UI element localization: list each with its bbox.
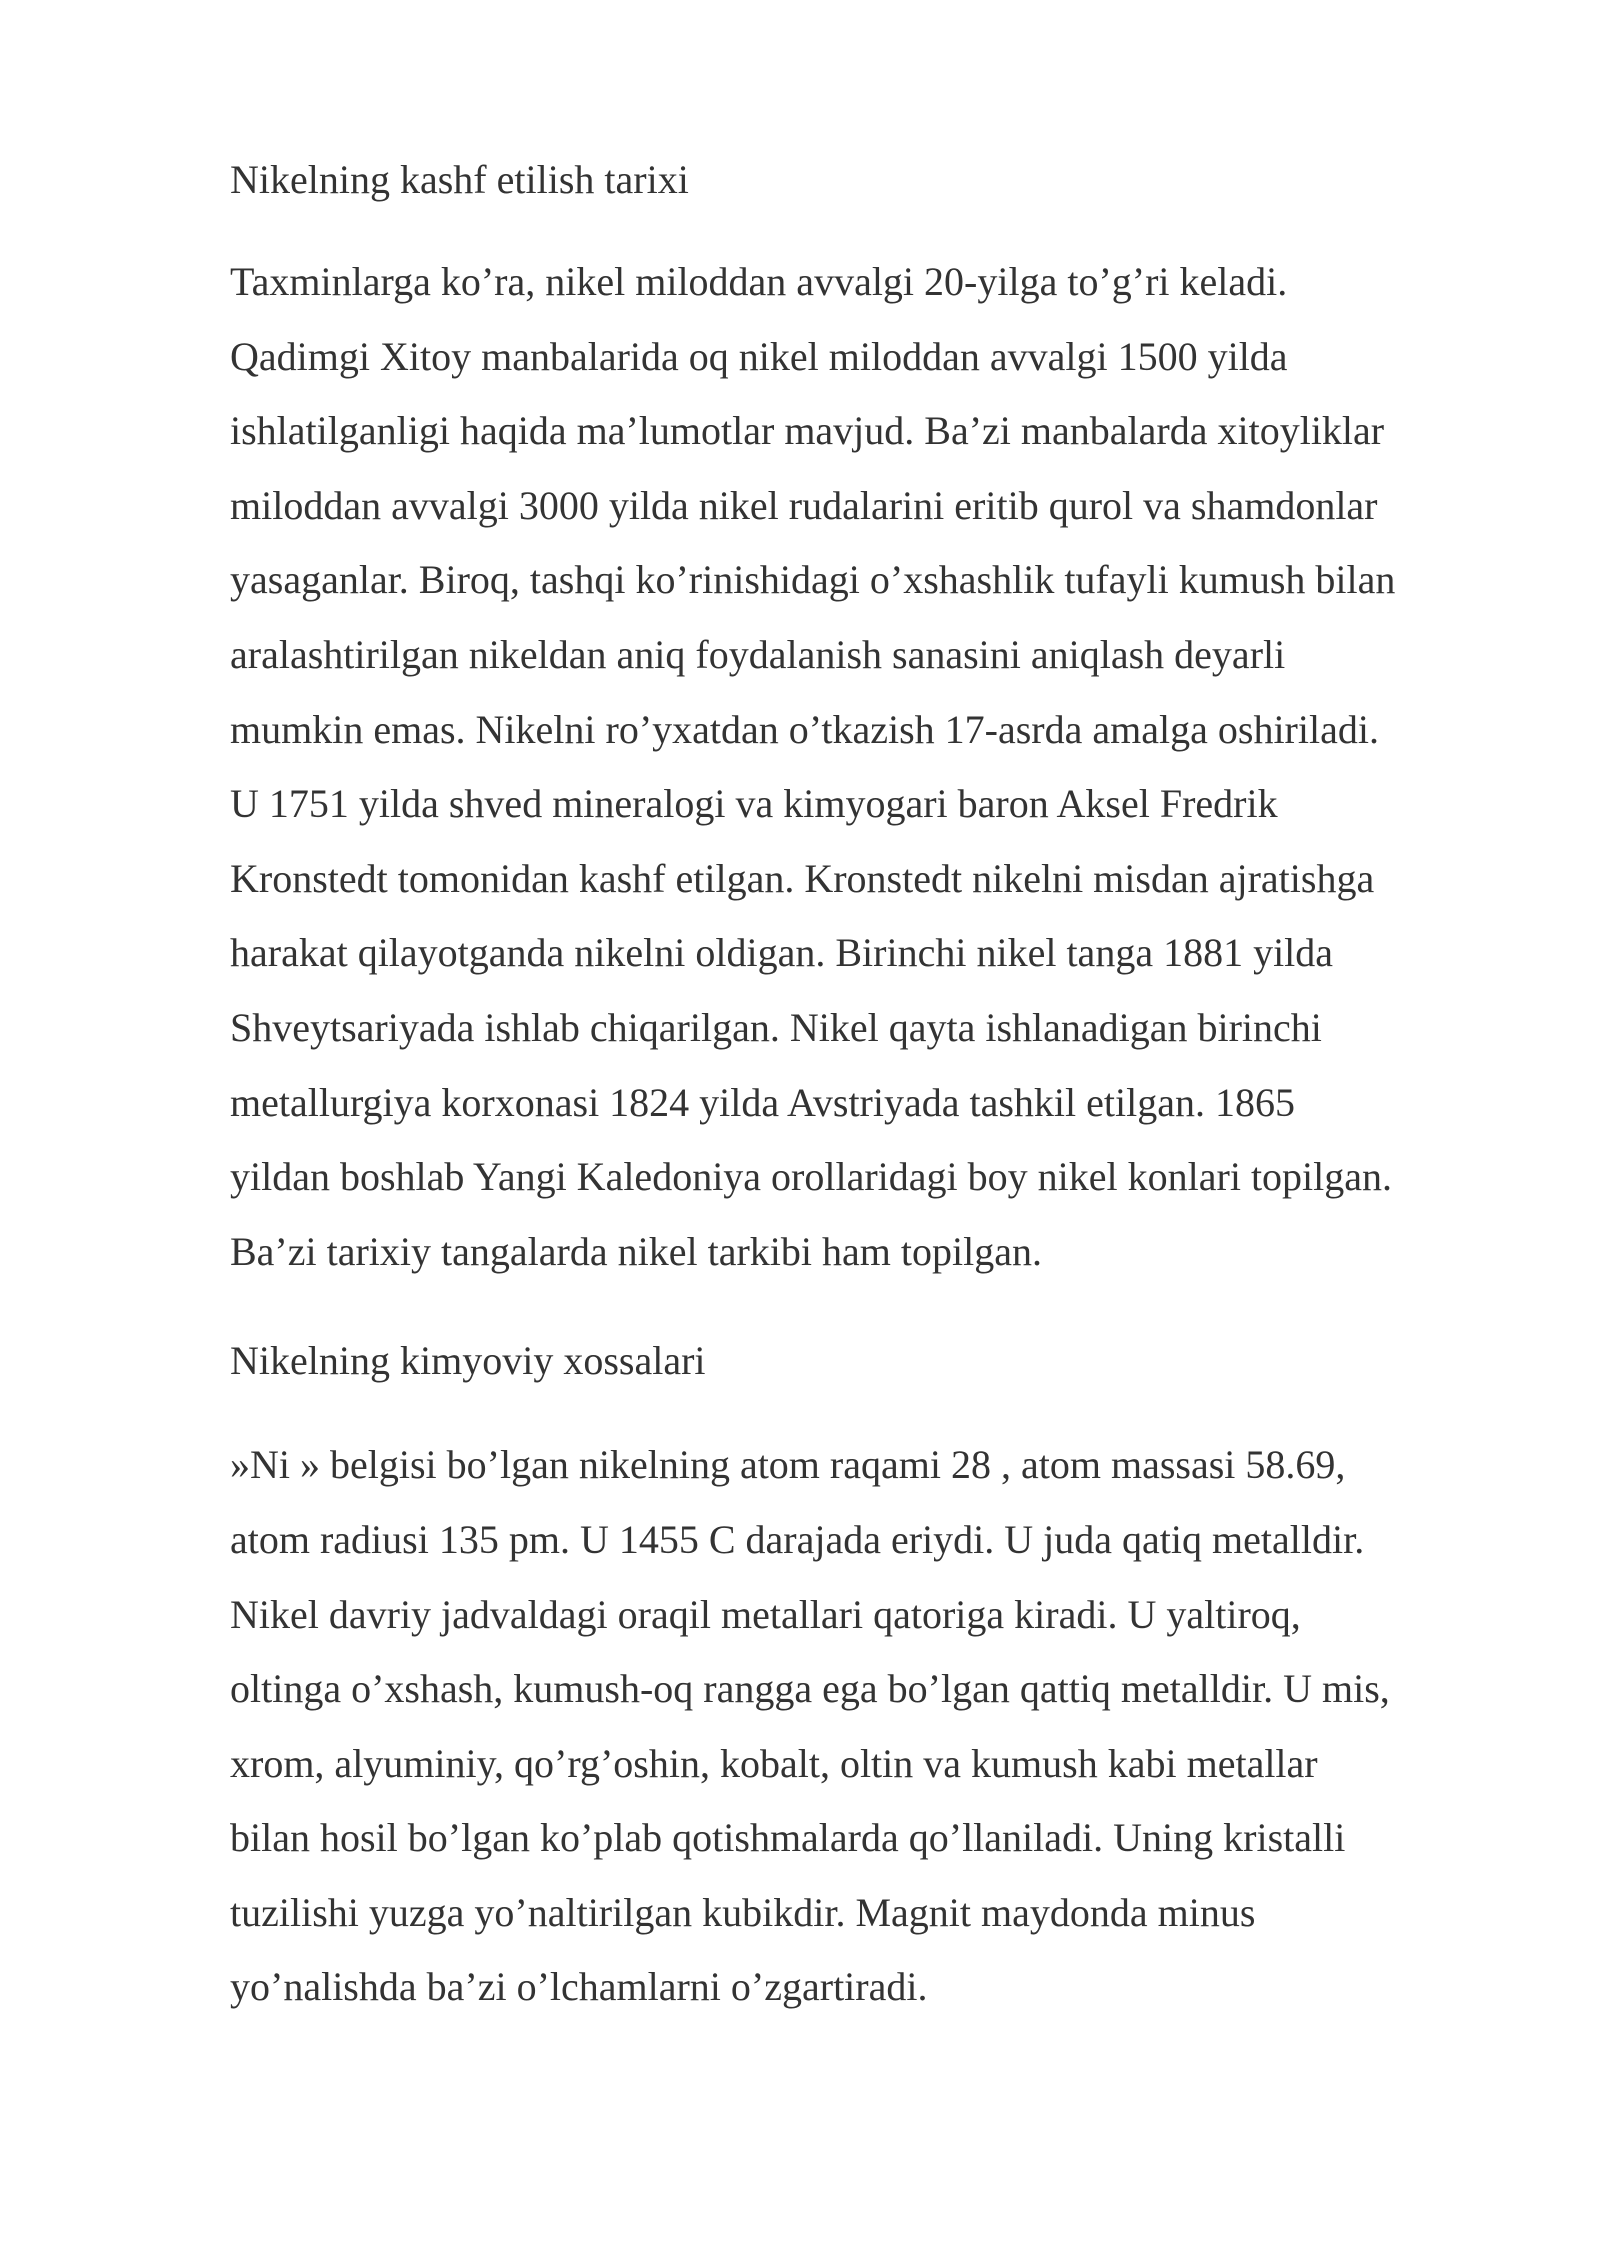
- paragraph-line: Shveytsariyada ishlab chiqarilgan. Nikel qayta ishlanadigan birinchi: [230, 1004, 1322, 1050]
- paragraph-line: U 1751 yilda shved mineralogi va kimyogari baron Aksel Fredrik: [230, 781, 1278, 827]
- paragraph-line: yasaganlar. Biroq, tashqi ko’rinishidagi o’xshashlik tufayli kumush bilan: [230, 557, 1396, 603]
- paragraph-line: Nikel davriy jadvaldagi oraqil metallari qatoriga kiradi. U yaltiroq,: [230, 1591, 1301, 1637]
- paragraph-line: aralashtirilgan nikeldan aniq foydalanish sanasini aniqlash deyarli: [230, 631, 1286, 677]
- paragraph-line: ishlatilganligi haqida ma’lumotlar mavjud. Ba’zi manbalarda xitoyliklar: [230, 408, 1385, 454]
- paragraph-line: xrom, alyuminiy, qo’rg’oshin, kobalt, oltin va kumush kabi metallar: [230, 1740, 1318, 1786]
- section-paragraph-history: [230, 245, 1500, 1289]
- paragraph-line: metallurgiya korxonasi 1824 yilda Avstriyada tashkil etilgan. 1865: [230, 1079, 1295, 1125]
- paragraph-line: tuzilishi yuzga yo’naltirilgan kubikdir. Magnit maydonda minus: [230, 1889, 1256, 1935]
- paragraph-line: oltinga o’xshash, kumush-oq rangga ega bo’lgan qattiq metalldir. U mis,: [230, 1666, 1390, 1712]
- paragraph-line: Kronstedt tomonidan kashf etilgan. Kronstedt nikelni misdan ajratishga: [230, 855, 1375, 901]
- paragraph-line: harakat qilayotganda nikelni oldigan. Birinchi nikel tanga 1881 yilda: [230, 930, 1334, 976]
- paragraph-line: yildan boshlab Yangi Kaledoniya orollaridagi boy nikel konlari topilgan.: [230, 1154, 1393, 1200]
- paragraph-line: miloddan avvalgi 3000 yilda nikel rudalarini eritib qurol va shamdonlar: [230, 482, 1378, 528]
- paragraph-line: Qadimgi Xitoy manbalarida oq nikel miloddan avvalgi 1500 yilda: [230, 333, 1288, 379]
- paragraph-line: yo’nalishda ba’zi o’lchamlarni o’zgartiradi.: [230, 1964, 928, 2010]
- paragraph-line: bilan hosil bo’lgan ko’plab qotishmalarda qo’llaniladi. Uning kristalli: [230, 1815, 1346, 1861]
- paragraph-line: atom radiusi 135 pm. U 1455 C darajada eriydi. U juda qatiq metalldir.: [230, 1516, 1365, 1562]
- section-heading-chemical-properties: Nikelning kimyoviy xossalari: [230, 1338, 706, 1384]
- section-paragraph-chemical-properties: [230, 1428, 1500, 2025]
- paragraph-line: Taxminlarga ko’ra, nikel miloddan avvalgi 20-yilga to’g’ri keladi.: [230, 259, 1288, 304]
- paragraph-line: Ba’zi tarixiy tangalarda nikel tarkibi ham topilgan.: [230, 1228, 1042, 1274]
- section-heading-history: Nikelning kashf etilish tarixi: [230, 157, 689, 202]
- document-body: [230, 152, 1500, 2025]
- paragraph-line: »Ni » belgisi bo’lgan nikelning atom raqami 28 , atom massasi 58.69,: [230, 1442, 1346, 1488]
- paragraph-line: mumkin emas. Nikelni ro’yxatdan o’tkazish 17-asrda amalga oshiriladi.: [230, 706, 1379, 752]
